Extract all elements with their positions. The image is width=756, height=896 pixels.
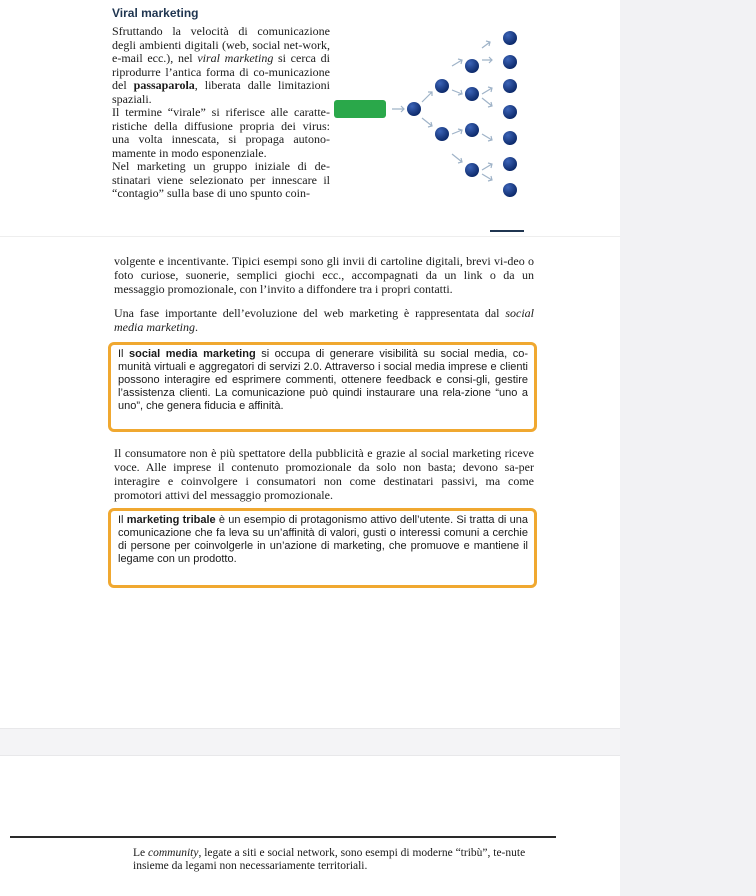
node bbox=[465, 163, 479, 177]
viral-spread-diagram bbox=[330, 22, 530, 242]
page-separator-band bbox=[0, 728, 620, 756]
node bbox=[503, 31, 517, 45]
node bbox=[503, 105, 517, 119]
body-paragraph-1: volgente e incentivante. Tipici esempi sono gli invii di cartoline digitali, brevi vi-deo o foto curiose, suonerie, semplici giochi ecc., accompagnati da un link o da un messaggio promozionale, con l’invito a diffondere tra i propri contatti. bbox=[114, 254, 534, 296]
node bbox=[503, 183, 517, 197]
section-divider bbox=[0, 236, 620, 237]
section-title: Viral marketing bbox=[112, 6, 199, 20]
side-panel bbox=[620, 0, 756, 896]
highlight-box-marketing-tribale: Il marketing tribale è un esempio di protagonismo attivo dell’utente. Si tratta di una comunicazione che fa leva su un’affinità di valori, gusti o interessi comuni a cerchie di persone per coinvolgerle in un’azione di marketing, che promuove e mantiene il legame con un prodotto. bbox=[108, 508, 537, 588]
node bbox=[407, 102, 421, 116]
footnote-rule bbox=[10, 836, 556, 838]
highlight-box-social-media-marketing: Il social media marketing si occupa di generare visibilità su social media, co-munità virtuali e aggregatori di servizi 2.0. Attraverso i social media imprese e clienti possono interagire ed esprimere commenti, ottenere feedback e consi-gli, gestire l’assistenza clienti. La comunicazione può quindi instaurare una rela-zione “uno a uno”, che genera fiducia e affinità. bbox=[108, 342, 537, 432]
node bbox=[503, 55, 517, 69]
diagram-base-line bbox=[490, 230, 524, 232]
image-caption: Le community, legate a siti e social network, sono esempi di moderne “tribù”, te-nute insieme da legami non necessariamente territoriali. bbox=[133, 847, 526, 872]
intro-paragraph-1: Sfruttando la velocità di comunicazione degli ambienti digitali (web, social net-work, e-mail ecc.), nel viral marketing si cerca di riprodurre l’antica forma di co-municazione del passaparola, liberata dalle limitazioni spaziali. bbox=[112, 24, 330, 106]
node bbox=[503, 157, 517, 171]
node bbox=[435, 127, 449, 141]
body-paragraph-3: Il consumatore non è più spettatore della pubblicità e grazie al social marketing riceve voce. Alle imprese il contenuto promozionale da solo non basta; devono sa-per interagire e coinvolgere i consumatori non come destinatari passivi, ma come promotori attivi del messaggio promozionale. bbox=[114, 446, 534, 502]
node bbox=[465, 59, 479, 73]
start-node bbox=[334, 100, 386, 118]
node bbox=[435, 79, 449, 93]
body-paragraph-2: Una fase importante dell’evoluzione del web marketing è rappresentata dal social media marketing. bbox=[114, 306, 534, 334]
node bbox=[503, 79, 517, 93]
node bbox=[465, 87, 479, 101]
node bbox=[503, 131, 517, 145]
intro-paragraph-2: Il termine “virale” si riferisce alle caratte-ristiche della diffusione propria dei virus: una volta innescata, si propaga autono-mamente in modo esponenziale. bbox=[112, 105, 330, 160]
intro-text bbox=[112, 25, 330, 201]
intro-paragraph-3: Nel marketing un gruppo iniziale di de-stinatari viene selezionato per innescare il “contagio” sulla base di uno spunto coin- bbox=[112, 159, 330, 200]
node bbox=[465, 123, 479, 137]
